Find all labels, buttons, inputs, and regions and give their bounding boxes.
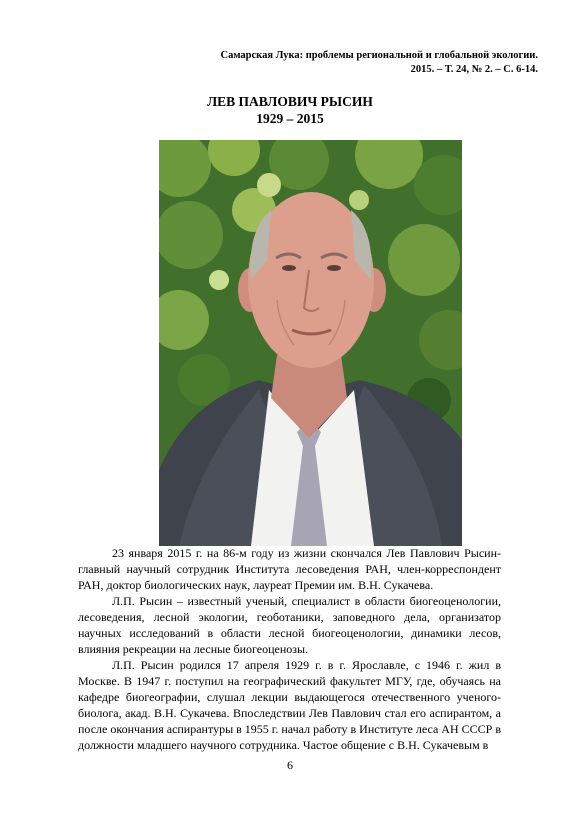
journal-issue-line: 2015. – Т. 24, № 2. – С. 6-14. bbox=[410, 64, 538, 75]
paragraph: Л.П. Рысин – известный ученый, специалист в области биогеоценологии, лесоведения, лесной экологии, геоботаники, заповедного дела, организатор научных исследований в области лесной биогеоценологии, динамики лесов, влияния рекреации на лесные биогеоценозы. bbox=[78, 594, 501, 656]
obituary-body bbox=[78, 545, 501, 753]
page-number: 6 bbox=[287, 758, 293, 772]
person-name: ЛЕВ ПАВЛОВИЧ РЫСИН bbox=[207, 94, 373, 109]
obituary-title bbox=[0, 93, 580, 127]
life-years: 1929 – 2015 bbox=[256, 111, 324, 126]
paragraph: Л.П. Рысин родился 17 апреля 1929 г. в г. Ярославле, с 1946 г. жил в Москве. В 1947 г. поступил на географический факультет МГУ, где, обучаясь на кафедре биогеографии, слушал лекции выдающегося отечественного ученого-биолога, акад. В.Н. Сукачева. Впоследствии Лев Павлович стал его аспирантом, а после окончания аспирантуры в 1955 г. начал работу в Институте леса АН СССР в должности младшего научного сотрудника. Частое общение с В.Н. Сукачевым в bbox=[78, 658, 501, 752]
journal-header bbox=[221, 49, 538, 77]
paragraph: 23 января 2015 г. на 86-м году из жизни скончался Лев Павлович Рысин- главный научный сотрудник Института лесоведения РАН, член-корреспондент РАН, доктор биологических наук, лауреат Премии им. В.Н. Сукачева. bbox=[78, 546, 501, 592]
portrait-photo bbox=[159, 140, 462, 546]
journal-title-line: Самарская Лука: проблемы региональной и глобальной экологии. bbox=[220, 50, 538, 61]
